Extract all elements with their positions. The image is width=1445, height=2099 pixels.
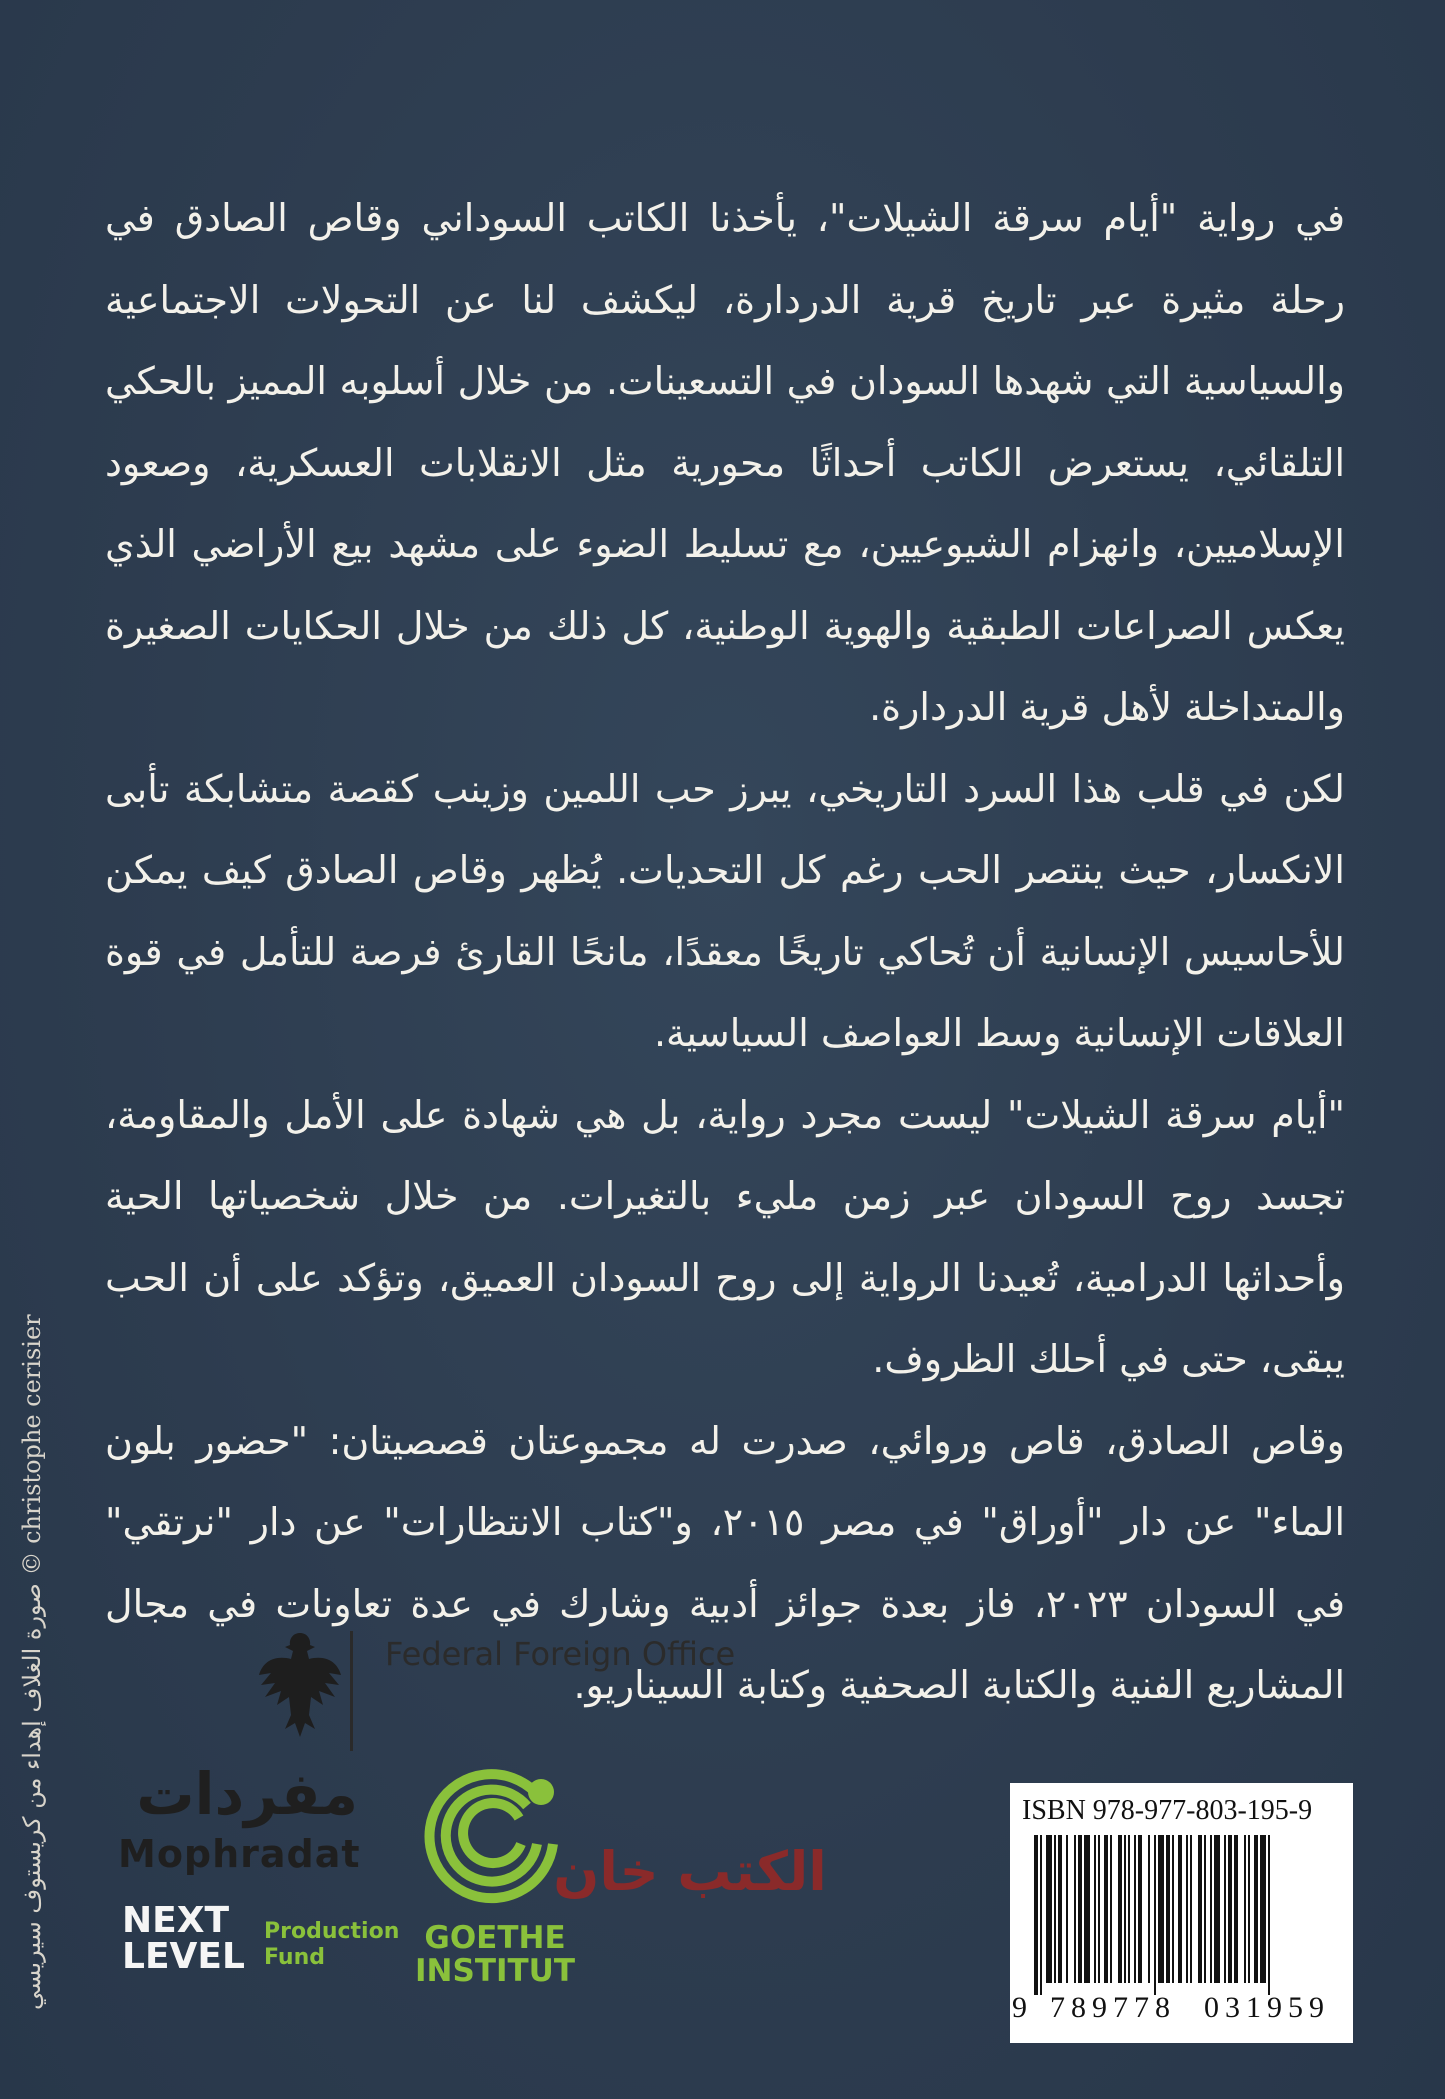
barcode-bar — [1178, 1835, 1182, 1983]
barcode-bar — [1078, 1835, 1082, 1983]
barcode-bar — [1172, 1835, 1174, 1983]
barcode-bar — [1084, 1835, 1090, 1983]
credit-text: صورة الغلاف إهداء من كريستوف سيريسي © christophe cerisier — [18, 1314, 46, 2010]
blurb-paragraph-4: وقاص الصادق، قاص وروائي، صدرت له مجموعتان قصصيتان: "حضور بلون الماء" عن دار "أوراق" في مصر ٢٠١٥، و"كتاب الانتظارات" عن دار "نرتقي" في السودان ٢٠٢٣، فاز بعدة جوائز أدبية وشارك في عدة تعاونات في مجال المشاريع الفنية والكتابة الصحفية وكتابة السيناريو. — [105, 1418, 1346, 1707]
next-level-word-2: LEVEL — [122, 1936, 245, 1977]
publisher-wordmark: الكتب خان — [553, 1840, 827, 1903]
barcode-bar — [1234, 1835, 1238, 1983]
institut-word: INSTITUT — [415, 1953, 575, 1989]
barcode-bar — [1128, 1835, 1130, 1983]
publisher-logo — [553, 1770, 827, 1970]
production-label: Production — [264, 1919, 400, 1944]
federal-office-label: Federal Foreign Office — [385, 1635, 736, 1673]
ean-first-digit: 9 — [1012, 1991, 1027, 2024]
isbn-barcode-box — [1010, 1783, 1353, 2043]
blurb-text — [105, 178, 1345, 1727]
publisher-calligraphy-mark — [553, 1770, 827, 1970]
next-level-logo — [122, 1900, 402, 1990]
barcode-bar — [1186, 1835, 1188, 1983]
barcode-bar — [1198, 1835, 1202, 1983]
barcode — [1028, 1835, 1338, 1995]
mophradat-logo — [118, 1760, 361, 1880]
barcode-bar — [1034, 1835, 1038, 1995]
next-level-word-1: NEXT — [122, 1900, 230, 1941]
barcode-bar — [1244, 1835, 1246, 1983]
barcode-bar — [1104, 1835, 1108, 1983]
blurb-paragraph-1: في رواية "أيام سرقة الشيلات"، يأخذنا الكاتب السوداني وقاص الصادق في رحلة مثيرة عبر تاريخ قرية الدردارة، ليكشف لنا عن التحولات الاجتماعية والسياسية التي شهدها السودان في التسعينات. من خلال أسلوبه المميز بالحكي التلقائي، يستعرض الكاتب أحداثًا محورية مثل الانقلابات العسكرية، وصعود الإسلاميين، وانهزام الشيوعيين، مع تسليط الضوء على مشهد بيع الأراضي الذي يعكس الصراعات الطبقية والهوية الوطنية، كل ذلك من خلال الحكايات الصغيرة والمتداخلة لأهل قرية الدردارة. — [105, 196, 1345, 729]
barcode-bar — [1166, 1835, 1170, 1983]
goethe-institut-logo — [415, 1752, 575, 1992]
barcode-bar — [1098, 1835, 1100, 1983]
fund-label: Fund — [264, 1945, 326, 1970]
barcode-bar — [1254, 1835, 1258, 1983]
goethe-word: GOETHE — [424, 1920, 566, 1956]
barcode-bar — [1054, 1835, 1056, 1983]
barcode-bar — [1124, 1835, 1126, 1983]
federal-foreign-office-logo — [255, 1615, 736, 1755]
mophradat-arabic: مفردات — [136, 1760, 358, 1828]
barcode-bar — [1058, 1835, 1062, 1983]
barcode-bar — [1138, 1835, 1142, 1983]
ean-left-digits: 789778 — [1050, 1991, 1176, 2024]
barcode-bar — [1260, 1835, 1266, 1983]
goethe-swirl-icon — [415, 1752, 575, 1922]
barcode-bar — [1204, 1835, 1206, 1983]
eagle-icon — [255, 1625, 345, 1745]
barcode-bar — [1118, 1835, 1122, 1983]
barcode-bar — [1158, 1835, 1164, 1983]
barcode-bar — [1190, 1835, 1192, 1983]
blurb-paragraph-3: "أيام سرقة الشيلات" ليست مجرد رواية، بل هي شهادة على الأمل والمقاومة، تجسد روح السودان عبر زمن مليء بالتغيرات. من خلال شخصياتها الحية وأحداثها الدرامية، تُعيدنا الرواية إلى روح السودان العميق، وتؤكد على أن الحب يبقى، حتى في أحلك الظروف. — [105, 1092, 1345, 1381]
barcode-bar — [1148, 1835, 1150, 1983]
goethe-institut-name — [415, 1922, 575, 1988]
barcode-bar — [1210, 1835, 1212, 1983]
blurb-paragraph-2: لكن في قلب هذا السرد التاريخي، يبرز حب اللمين وزينب كقصة متشابكة تأبى الانكسار، حيث ينتصر الحب رغم كل التحديات. يُظهر وقاص الصادق كيف يمكن للأحاسيس الإنسانية أن تُحاكي تاريخًا معقدًا، مانحًا القارئ فرصة للتأمل في قوة العلاقات الإنسانية وسط العواصف السياسية. — [105, 766, 1345, 1055]
barcode-bar — [1066, 1835, 1068, 1983]
barcode-bar — [1134, 1835, 1136, 1983]
barcode-bar — [1040, 1835, 1042, 1995]
barcode-bar — [1268, 1835, 1270, 1995]
ean-right-digits: 031959 — [1204, 1991, 1330, 2024]
barcode-bar — [1046, 1835, 1052, 1983]
barcode-bar — [1074, 1835, 1076, 1983]
barcode-bar — [1110, 1835, 1112, 1983]
cover-photo-credit — [8, 1265, 58, 2015]
barcode-bar — [1224, 1835, 1226, 1983]
barcode-bar — [1248, 1835, 1250, 1983]
barcode-bar — [1214, 1835, 1220, 1983]
barcode-bar — [1094, 1835, 1096, 1983]
mophradat-english: Mophradat — [118, 1832, 361, 1876]
barcode-bar — [1154, 1835, 1156, 1995]
logo-divider — [350, 1631, 353, 1751]
barcode-bar — [1228, 1835, 1232, 1983]
isbn-label: ISBN 978-977-803-195-9 — [1022, 1795, 1313, 1826]
